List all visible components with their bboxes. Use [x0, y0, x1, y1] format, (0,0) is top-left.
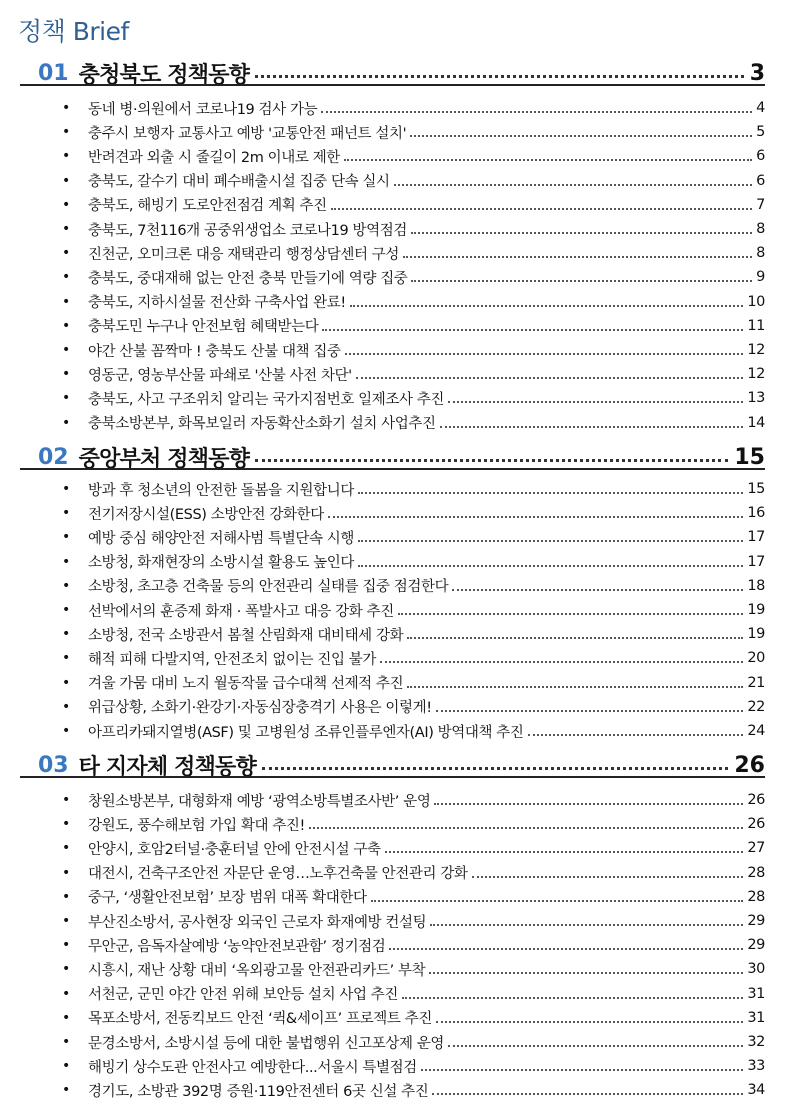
dot-leader — [394, 184, 753, 186]
dot-leader — [358, 492, 743, 494]
entry-page-number: 21 — [747, 674, 765, 691]
toc-entry[interactable] — [62, 623, 765, 645]
bullet-icon: • — [62, 481, 70, 497]
entry-title: 충북도, 7천116개 공중위생업소 코로나19 방역점검 — [88, 222, 407, 239]
dot-leader — [380, 661, 743, 663]
dot-leader — [436, 1021, 743, 1023]
entry-title: 전기저장시설(ESS) 소방안전 강화한다 — [88, 506, 324, 523]
toc-entry[interactable] — [62, 412, 765, 434]
section-number: 02 — [38, 444, 69, 470]
entry-title: 방과 후 청소년의 안전한 돌봄을 지원합니다 — [88, 482, 354, 499]
entry-title: 야간 산불 꼼짝마 ! 충북도 산불 대책 집중 — [88, 343, 341, 360]
entry-page-number: 7 — [756, 196, 765, 213]
toc-entry[interactable] — [62, 886, 765, 908]
dot-leader — [452, 589, 743, 591]
entry-title: 영동군, 영농부산물 파쇄로 '산불 사전 차단' — [88, 367, 352, 384]
entry-title: 강원도, 풍수해보험 가입 확대 추진! — [88, 817, 305, 834]
toc-entry[interactable] — [62, 1079, 765, 1101]
entry-page-number: 11 — [747, 317, 765, 334]
entry-page-number: 34 — [747, 1082, 765, 1099]
section-divider — [20, 84, 765, 86]
bullet-icon: • — [62, 148, 70, 165]
entry-page-number: 28 — [747, 888, 765, 905]
dot-leader — [432, 1093, 743, 1095]
dot-leader — [371, 900, 744, 902]
toc-entry[interactable] — [62, 599, 765, 621]
dot-leader — [407, 686, 743, 688]
entry-page-number: 28 — [747, 864, 765, 881]
entry-title: 동네 병·의원에서 코로나19 검사 가능 — [88, 101, 318, 118]
entry-page-number: 26 — [747, 792, 765, 808]
bullet-icon: • — [62, 342, 70, 358]
dot-leader — [411, 232, 752, 234]
toc-entry[interactable] — [62, 218, 765, 240]
dot-leader — [344, 159, 752, 161]
dot-leader — [345, 353, 744, 355]
entry-page-number: 22 — [747, 698, 765, 715]
bullet-icon: • — [62, 723, 70, 739]
bullet-icon: • — [62, 937, 70, 954]
toc-entry[interactable] — [62, 958, 765, 980]
toc-entry[interactable] — [62, 170, 765, 192]
toc-entry[interactable] — [62, 242, 765, 264]
toc-entry[interactable] — [62, 339, 765, 361]
bullet-icon: • — [62, 913, 70, 929]
dot-leader — [429, 972, 743, 974]
section-divider — [20, 468, 765, 470]
bullet-icon: • — [62, 505, 70, 522]
toc-entry[interactable] — [62, 862, 765, 884]
bullet-icon: • — [62, 1082, 70, 1099]
bullet-icon: • — [62, 864, 70, 881]
dot-leader — [410, 135, 752, 137]
bullet-icon: • — [62, 792, 70, 808]
entry-title: 서천군, 군민 야간 안전 위해 보안등 설치 사업 추진 — [88, 987, 399, 1004]
entry-page-number: 18 — [747, 577, 765, 594]
entry-page-number: 14 — [747, 414, 765, 431]
entry-page-number: 4 — [756, 100, 765, 116]
dot-leader — [385, 851, 744, 853]
entry-title: 충북도, 갈수기 대비 폐수배출시설 집중 단속 실시 — [88, 174, 390, 191]
entry-title: 아프리카돼지열병(ASF) 및 고병원성 조류인플루엔자(AI) 방역대책 추진 — [88, 724, 524, 741]
toc-entry[interactable] — [62, 672, 765, 694]
entry-page-number: 27 — [747, 840, 765, 857]
dot-leader — [358, 565, 743, 567]
bullet-icon: • — [62, 674, 70, 691]
dot-leader — [309, 827, 743, 829]
entry-title: 충북도, 해빙기 도로안전점검 계획 추진 — [88, 198, 327, 215]
entry-title: 안양시, 호암2터널·충훈터널 안에 안전시설 구축 — [88, 841, 381, 858]
toc-entry[interactable] — [62, 837, 765, 859]
dot-leader — [411, 280, 752, 282]
bullet-icon: • — [62, 366, 70, 383]
entry-page-number: 33 — [747, 1058, 765, 1075]
entry-title: 충북도민 누구나 안전보험 혜택받는다 — [88, 319, 319, 336]
entry-title: 경기도, 소방관 392명 증원·119안전센터 6곳 신설 추진 — [88, 1083, 429, 1100]
bullet-icon: • — [62, 816, 70, 833]
dot-leader — [255, 459, 728, 462]
toc-entry[interactable] — [62, 194, 765, 216]
entry-page-number: 30 — [747, 961, 765, 978]
bullet-icon: • — [62, 985, 70, 1002]
bullet-icon: • — [62, 196, 70, 213]
entry-page-number: 6 — [756, 148, 765, 165]
bullet-icon: • — [62, 840, 70, 857]
bullet-icon: • — [62, 602, 70, 618]
toc-entry[interactable] — [62, 291, 765, 313]
toc-entry[interactable] — [62, 315, 765, 337]
toc-entry[interactable] — [62, 266, 765, 288]
dot-leader — [350, 305, 744, 307]
bullet-icon: • — [62, 650, 70, 667]
bullet-icon: • — [62, 269, 70, 286]
entry-title: 해빙기 상수도관 안전사고 예방한다...서울시 특별점검 — [88, 1059, 417, 1076]
bullet-icon: • — [62, 245, 70, 262]
entry-page-number: 5 — [756, 124, 765, 141]
entry-page-number: 8 — [756, 221, 765, 237]
bullet-icon: • — [62, 626, 70, 643]
bullet-icon: • — [62, 1034, 70, 1050]
toc-entry[interactable] — [62, 696, 765, 718]
toc-entry[interactable] — [62, 647, 765, 669]
toc-entry[interactable] — [62, 575, 765, 597]
entry-page-number: 29 — [747, 937, 765, 954]
dot-leader — [358, 540, 743, 542]
entry-title: 해적 피해 다발지역, 안전조치 없이는 진입 불가 — [88, 651, 376, 668]
dot-leader — [440, 426, 744, 428]
bullet-icon: • — [62, 553, 70, 570]
dot-leader — [262, 767, 728, 770]
toc-entry[interactable] — [62, 789, 765, 811]
entry-title: 문경소방서, 소방시설 등에 대한 불법행위 신고포상제 운영 — [88, 1035, 445, 1052]
dot-leader — [321, 111, 752, 113]
bullet-icon: • — [62, 172, 70, 189]
section-title: 중앙부처 정책동향 — [78, 446, 250, 472]
bullet-icon: • — [62, 317, 70, 334]
entry-page-number: 26 — [747, 816, 765, 833]
dot-leader — [403, 256, 752, 258]
bullet-icon: • — [62, 124, 70, 141]
toc-entry[interactable] — [62, 145, 765, 167]
entry-page-number: 29 — [747, 913, 765, 929]
entry-title: 위급상황, 소화기·완강기·자동심장충격기 사용은 이렇게! — [88, 700, 432, 717]
dot-leader — [448, 401, 743, 403]
toc-entry[interactable] — [62, 97, 765, 119]
dot-leader — [255, 75, 744, 78]
entry-title: 반려견과 외출 시 줄길이 2m 이내로 제한 — [88, 149, 340, 166]
entry-page-number: 8 — [756, 245, 765, 262]
entry-page-number: 32 — [747, 1034, 765, 1050]
section-number: 03 — [38, 752, 69, 778]
bullet-icon: • — [62, 293, 70, 310]
dot-leader — [472, 876, 744, 878]
section-page-number: 15 — [734, 444, 765, 470]
entry-page-number: 13 — [747, 390, 765, 407]
bullet-icon: • — [62, 888, 70, 905]
entry-title: 충북도, 지하시설물 전산화 구축사업 완료! — [88, 295, 346, 312]
dot-leader — [389, 948, 743, 950]
dot-leader — [356, 377, 744, 379]
bullet-icon: • — [62, 221, 70, 237]
bullet-icon: • — [62, 100, 70, 116]
entry-page-number: 6 — [756, 172, 765, 189]
toc-entry[interactable] — [62, 1007, 765, 1029]
toc-entry[interactable] — [62, 934, 765, 956]
toc-entry[interactable] — [62, 910, 765, 932]
entry-page-number: 12 — [747, 342, 765, 358]
entry-title: 소방청, 초고층 건축물 등의 안전관리 실태를 집중 점검한다 — [88, 579, 449, 596]
entry-title: 충북소방본부, 화목보일러 자동확산소화기 설치 사업추진 — [88, 416, 436, 433]
document-title: 정책 Brief — [18, 17, 129, 46]
bullet-icon: • — [62, 698, 70, 715]
dot-leader — [331, 208, 752, 210]
dot-leader — [407, 637, 743, 639]
toc-entry[interactable] — [62, 983, 765, 1005]
bullet-icon: • — [62, 390, 70, 407]
toc-entry[interactable] — [62, 1031, 765, 1053]
entry-page-number: 31 — [747, 985, 765, 1002]
section-page-number: 3 — [749, 60, 765, 86]
section-number: 01 — [38, 60, 69, 86]
dot-leader — [328, 516, 744, 518]
entry-title: 소방청, 화재현장의 소방시설 활용도 높인다 — [88, 555, 354, 572]
bullet-icon: • — [62, 414, 70, 431]
entry-title: 선박에서의 훈증제 화재 · 폭발사고 대응 강화 추진 — [88, 603, 394, 620]
dot-leader — [528, 734, 744, 736]
section-title: 타 지자체 정책동향 — [78, 754, 256, 780]
entry-title: 예방 중심 해양안전 저해사범 특별단속 시행 — [88, 530, 354, 547]
entry-title: 시흥시, 재난 상황 대비 ‘옥외광고물 안전관리카드’ 부착 — [88, 962, 426, 979]
toc-entry[interactable] — [62, 551, 765, 573]
toc-entry[interactable] — [62, 1055, 765, 1077]
toc-entry[interactable] — [62, 502, 765, 524]
bullet-icon: • — [62, 1058, 70, 1075]
entry-title: 부산진소방서, 공사현장 외국인 근로자 화재예방 컨설팅 — [88, 914, 427, 931]
entry-title: 대전시, 건축구조안전 자문단 운영…노후건축물 안전관리 강화 — [88, 866, 468, 883]
dot-leader — [398, 613, 744, 615]
section-title: 충청북도 정책동향 — [78, 62, 250, 88]
entry-page-number: 12 — [747, 366, 765, 383]
dot-leader — [448, 1045, 743, 1047]
entry-page-number: 19 — [747, 602, 765, 618]
dot-leader — [436, 710, 744, 712]
entry-title: 소방청, 전국 소방관서 봄철 산림화재 대비태세 강화 — [88, 627, 404, 644]
dot-leader — [322, 329, 743, 331]
entry-page-number: 19 — [747, 626, 765, 643]
section-divider — [20, 776, 765, 778]
bullet-icon: • — [62, 577, 70, 594]
toc-entry[interactable] — [62, 478, 765, 500]
entry-title: 중구, ‘생활안전보험’ 보장 범위 대폭 확대한다 — [88, 890, 367, 907]
section-page-number: 26 — [734, 752, 765, 778]
dot-leader — [402, 997, 743, 999]
toc-entry[interactable] — [62, 121, 765, 143]
toc-entry[interactable] — [62, 526, 765, 548]
entry-page-number: 10 — [747, 293, 765, 310]
entry-title: 목포소방서, 전동킥보드 안전 ‘퀵&세이프’ 프로젝트 추진 — [88, 1011, 432, 1028]
entry-title: 무안군, 음독자살예방 ‘농약안전보관함’ 정기점검 — [88, 938, 386, 955]
toc-entry[interactable] — [62, 387, 765, 409]
entry-page-number: 16 — [747, 505, 765, 522]
entry-title: 진천군, 오미크론 대응 재택관리 행정상담센터 구성 — [88, 246, 400, 263]
bullet-icon: • — [62, 529, 70, 546]
dot-leader — [434, 803, 743, 805]
entry-title: 충주시 보행자 교통사고 예방 '교통안전 패넌트 설치' — [88, 125, 407, 142]
entry-page-number: 20 — [747, 650, 765, 667]
entry-title: 겨울 가뭄 대비 노지 월동작물 급수대책 선제적 추진 — [88, 676, 404, 693]
toc-entry[interactable] — [62, 813, 765, 835]
bullet-icon: • — [62, 961, 70, 978]
entry-page-number: 17 — [747, 529, 765, 546]
entry-page-number: 24 — [747, 723, 765, 739]
toc-entry[interactable] — [62, 363, 765, 385]
entry-page-number: 31 — [747, 1009, 765, 1026]
entry-title: 창원소방본부, 대형화재 예방 ‘광역소방특별조사반’ 운영 — [88, 793, 431, 810]
entry-page-number: 9 — [756, 269, 765, 286]
entry-page-number: 15 — [747, 481, 765, 497]
entry-page-number: 17 — [747, 553, 765, 570]
entry-title: 충북도, 사고 구조위치 알리는 국가지점번호 일제조사 추진 — [88, 391, 445, 408]
dot-leader — [421, 1069, 744, 1071]
bullet-icon: • — [62, 1009, 70, 1026]
dot-leader — [430, 924, 743, 926]
toc-entry[interactable] — [62, 720, 765, 742]
entry-title: 충북도, 중대재해 없는 안전 충북 만들기에 역량 집중 — [88, 270, 408, 287]
